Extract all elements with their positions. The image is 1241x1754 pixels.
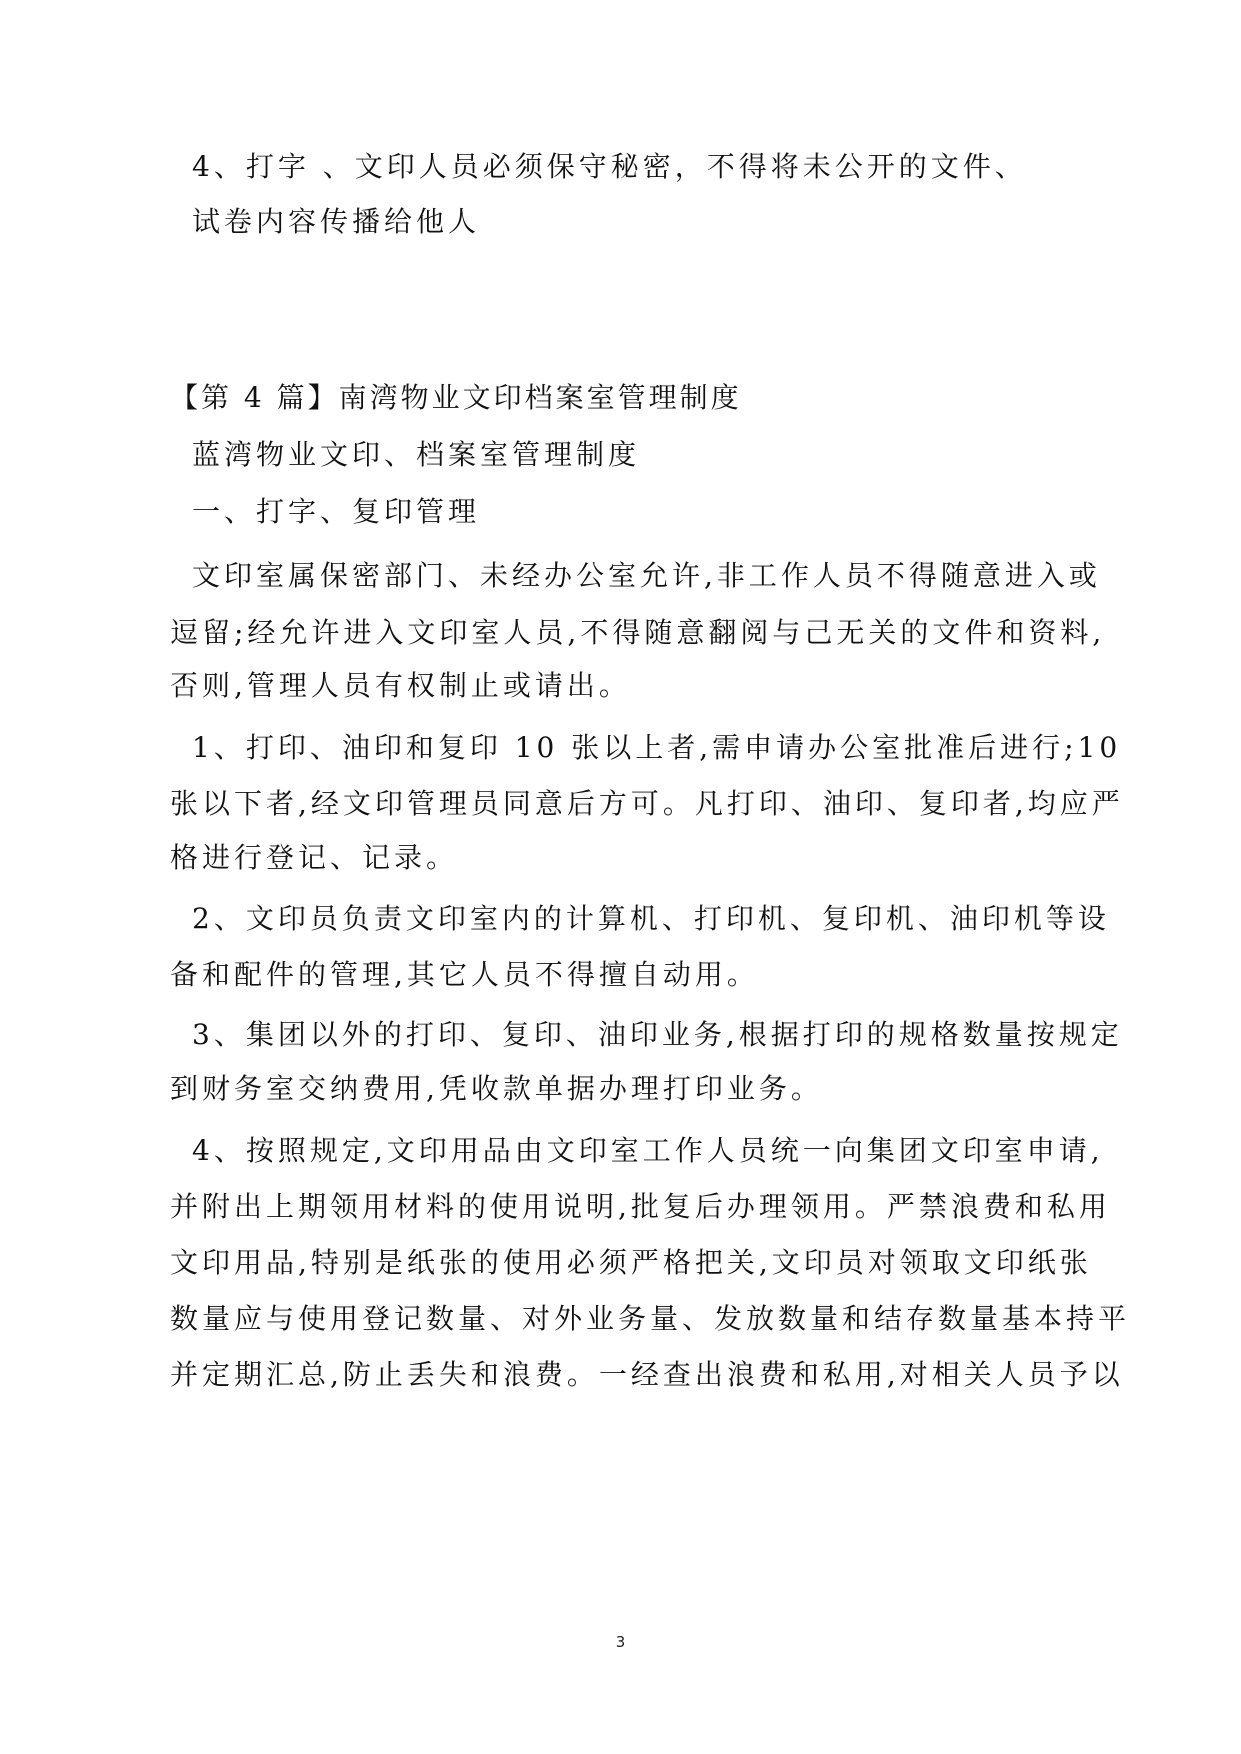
section-heading: 【第 4 篇】南湾物业文印档案室管理制度 — [170, 381, 742, 414]
paragraph-line: 并定期汇总,防止丢失和浪费。一经查出浪费和私用,对相关人员予以 — [170, 1358, 1124, 1391]
paragraph-line: 格进行登记、记录。 — [170, 841, 459, 874]
paragraph-line: 逗留;经允许进入文印室人员,不得随意翻阅与己无关的文件和资料, — [170, 616, 1106, 649]
paragraph-line: 否则,管理人员有权制止或请出。 — [170, 669, 631, 702]
paragraph-line: 3、集团以外的打印、复印、油印业务,根据打印的规格数量按规定 — [192, 1018, 1123, 1051]
document-title: 蓝湾物业文印、档案室管理制度 — [192, 438, 641, 471]
paragraph-line: 2、文印员负责文印室内的计算机、打印机、复印机、油印机等设 — [192, 902, 1110, 935]
paragraph-line: 到财务室交纳费用,凭收款单据办理打印业务。 — [170, 1072, 823, 1105]
paragraph-line: 备和配件的管理,其它人员不得擅自动用。 — [170, 958, 759, 991]
paragraph-line: 文印室属保密部门、未经办公室允许,非工作人员不得随意进入或 — [192, 559, 1101, 592]
paragraph-line: 文印用品,特别是纸张的使用必须严格把关,文印员对领取文印纸张 — [170, 1246, 1092, 1279]
paragraph-line: 数量应与使用登记数量、对外业务量、发放数量和结存数量基本持平 — [170, 1302, 1131, 1335]
paragraph-line: 试卷内容传播给他人 — [192, 205, 481, 238]
paragraph-line: 1、打印、油印和复印 10 张以上者,需申请办公室批准后进行;10 — [192, 731, 1122, 764]
paragraph-line: 4、打字 、文印人员必须保守秘密，不得将未公开的文件、 — [192, 150, 1027, 183]
subsection-heading: 一、打字、复印管理 — [192, 495, 481, 528]
paragraph-line: 4、按照规定,文印用品由文印室工作人员统一向集团文印室申请, — [192, 1134, 1104, 1167]
paragraph-line: 张以下者,经文印管理员同意后方可。凡打印、油印、复印者,均应严 — [170, 787, 1124, 820]
paragraph-line: 并附出上期领用材料的使用说明,批复后办理领用。严禁浪费和私用 — [170, 1190, 1111, 1223]
page-number: 3 — [615, 1633, 626, 1651]
